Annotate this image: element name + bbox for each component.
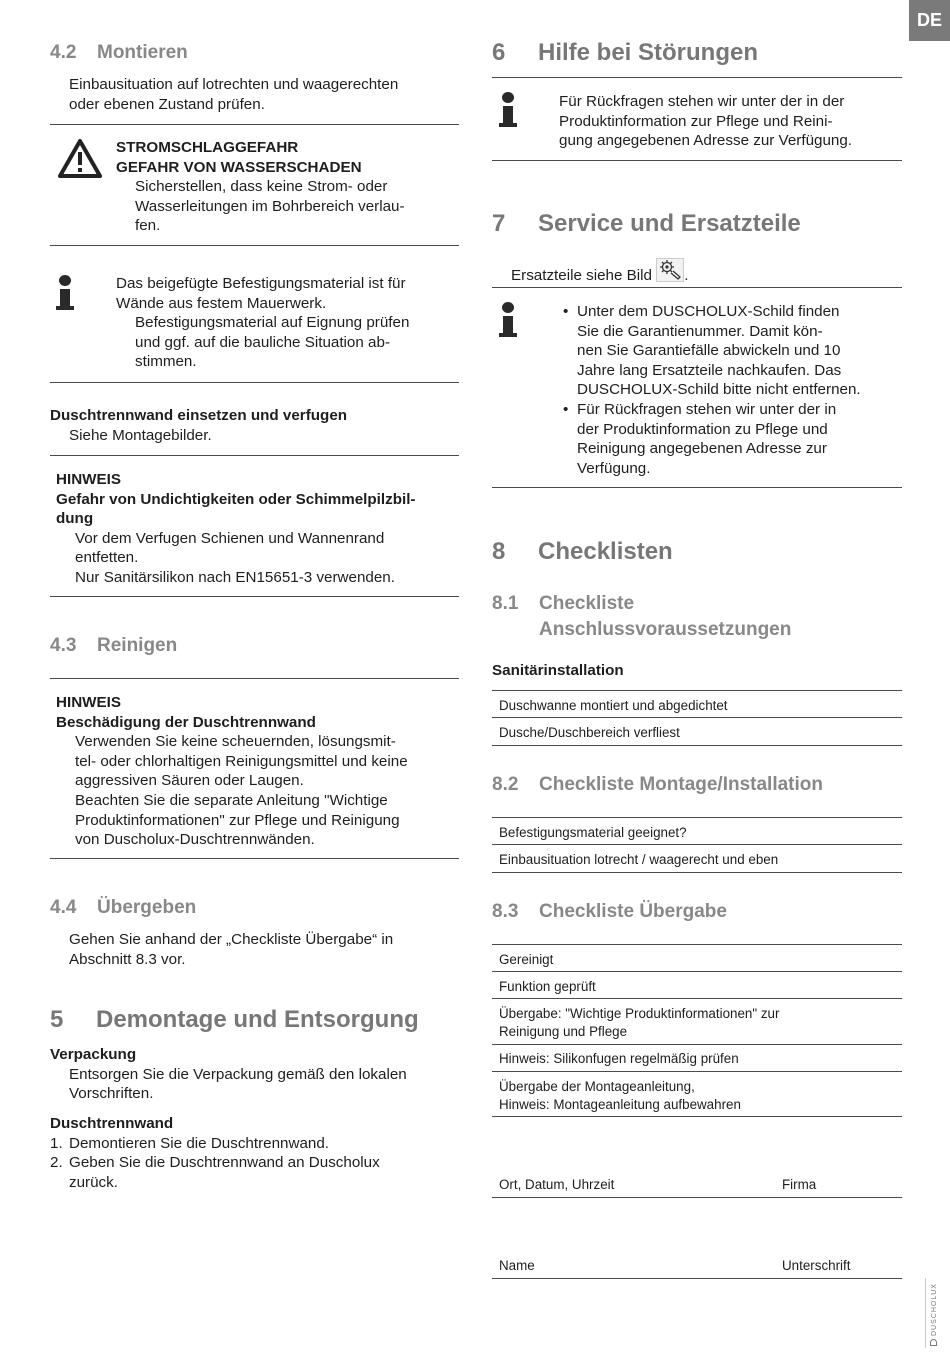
warning-block xyxy=(116,138,459,236)
section-title: Reinigen xyxy=(97,635,178,656)
step-number: 2. xyxy=(50,1154,63,1172)
subsection-einsetzen xyxy=(50,406,459,445)
table-rule xyxy=(492,944,902,945)
info-icon xyxy=(56,275,74,310)
text-line: Verwenden Sie keine scheuernden, lösungsmit- xyxy=(75,733,396,751)
subsection-title: Verpackung xyxy=(50,1046,137,1063)
step-item xyxy=(50,1134,459,1154)
text-line: Übergabe der Montageanleitung, xyxy=(499,1079,695,1094)
section-8-heading xyxy=(492,538,902,566)
brand-divider xyxy=(925,1278,926,1348)
warning-title: STROMSCHLAGGEFAHR xyxy=(116,139,299,156)
table-rule xyxy=(492,817,902,818)
text-line: Wasserleitungen im Bohrbereich verlau- xyxy=(135,197,405,215)
text-line: Sicherstellen, dass keine Strom- oder xyxy=(135,178,388,196)
checklist-row: Hinweis: Silikonfugen regelmäßig prüfen xyxy=(499,1051,739,1066)
hinweis-label: HINWEIS xyxy=(56,694,121,711)
divider xyxy=(492,487,902,488)
hinweis-title: dung xyxy=(56,510,94,528)
section-number: 4.4 xyxy=(50,897,77,918)
table-rule xyxy=(492,690,902,691)
text-line: und ggf. auf die bauliche Situation ab- xyxy=(135,333,390,351)
step-item xyxy=(50,1153,459,1192)
text-line: Befestigungsmaterial auf Eignung prüfen xyxy=(135,314,410,332)
table-rule xyxy=(492,971,902,972)
text-line: von Duscholux-Duschtrennwänden. xyxy=(75,831,315,849)
subsection-text xyxy=(50,1065,459,1104)
text-line: Das beigefügte Befestigungsmaterial ist für xyxy=(116,275,406,292)
signature-line xyxy=(492,1278,902,1279)
section-title: Checkliste Montage/Installation xyxy=(539,774,823,795)
text-line: zurück. xyxy=(69,1173,118,1191)
warning-triangle-icon xyxy=(57,138,103,179)
section-7-text xyxy=(511,258,901,286)
text-line: Entsorgen Sie die Verpackung gemäß den lokalen xyxy=(69,1065,407,1083)
text-line: • Für Rückfragen stehen wir unter der in xyxy=(577,400,837,418)
section-number: 4.3 xyxy=(50,635,77,656)
subsection-title: Sanitärinstallation xyxy=(492,662,624,679)
text-line: Produktinformation zur Pflege und Reini- xyxy=(559,112,833,130)
bullet-item xyxy=(563,302,902,400)
section-4-4-text xyxy=(50,930,478,969)
section-title: Demontage und Entsorgung xyxy=(96,1006,419,1033)
section-title: Übergeben xyxy=(97,897,197,918)
info-block xyxy=(116,274,459,372)
section-4-2-heading xyxy=(50,42,459,64)
bullet-item xyxy=(563,400,902,478)
section-title: Checklisten xyxy=(538,538,673,565)
text-line: Reinigung und Pflege xyxy=(499,1024,628,1039)
section-title: Service und Ersatzteile xyxy=(538,210,801,237)
text-line: Beachten Sie die separate Anleitung "Wichtige xyxy=(75,791,388,809)
divider xyxy=(492,287,902,288)
gear-settings-icon xyxy=(656,258,684,282)
text-line: tel- oder chlorhaltigen Reinigungsmittel und keine xyxy=(75,752,408,770)
hinweis-block xyxy=(56,693,459,850)
divider xyxy=(492,160,902,161)
warning-text xyxy=(116,177,459,236)
checklist-row xyxy=(492,1078,902,1114)
text-line: Abschnitt 8.3 vor. xyxy=(69,950,186,968)
hinweis-text xyxy=(56,732,459,850)
table-rule xyxy=(492,745,902,746)
table-rule xyxy=(492,844,902,845)
divider xyxy=(50,678,459,679)
section-5-heading xyxy=(50,1006,459,1034)
section-4-4-heading xyxy=(50,897,459,919)
text-line: aggressiven Säuren oder Laugen. xyxy=(75,772,304,790)
section-number: 8.3 xyxy=(492,901,519,922)
section-4-2-intro xyxy=(50,75,478,114)
hinweis-label: HINWEIS xyxy=(56,471,121,488)
divider xyxy=(50,455,459,456)
brand-name: DUSCHOLUX xyxy=(931,1283,938,1336)
text-line: Verfügung. xyxy=(577,459,651,477)
text-line: Vorschriften. xyxy=(69,1085,154,1103)
text-line: der Produktinformation zu Pflege und xyxy=(577,420,828,438)
text-line: Sie die Garantienummer. Damit kön- xyxy=(577,322,823,340)
divider xyxy=(50,382,459,383)
text-line: Geben Sie die Duschtrennwand an Duscholux xyxy=(69,1154,380,1172)
table-rule xyxy=(492,1116,902,1117)
table-rule xyxy=(492,717,902,718)
signature-row-1 xyxy=(492,1176,902,1194)
text-line: Für Rückfragen stehen wir unter der in der xyxy=(559,93,845,110)
divider xyxy=(492,77,902,78)
brand-mark-icon xyxy=(930,1339,937,1346)
ort-datum-label: Ort, Datum, Uhrzeit xyxy=(499,1177,615,1192)
text-line: Nur Sanitärsilikon nach EN15651-3 verwenden. xyxy=(75,568,395,586)
hinweis-block xyxy=(56,470,459,588)
divider xyxy=(50,245,459,246)
text-line: gung angegebenen Adresse zur Verfügung. xyxy=(559,132,853,150)
firma-label: Firma xyxy=(782,1177,817,1192)
section-number: 8.2 xyxy=(492,774,519,795)
divider xyxy=(50,858,459,859)
text-line: • Unter dem DUSCHOLUX-Schild finden xyxy=(577,303,840,320)
divider xyxy=(50,124,459,125)
language-tab: DE xyxy=(909,0,950,41)
checklist-row: Dusche/Duschbereich verfliest xyxy=(499,725,680,740)
section-8-1-heading xyxy=(492,591,902,643)
unterschrift-label: Unterschrift xyxy=(782,1258,851,1273)
table-rule xyxy=(492,1071,902,1072)
text-line: DUSCHOLUX-Schild bitte nicht entfernen. xyxy=(577,381,861,399)
section-title: Checkliste xyxy=(539,593,635,614)
section-number: 8.1 xyxy=(492,593,519,614)
section-6-heading xyxy=(492,39,902,67)
table-rule xyxy=(492,1044,902,1045)
text-line: entfetten. xyxy=(75,549,139,567)
text-line: Einbausituation auf lotrechten und waagerechten xyxy=(69,76,399,93)
text-line: Übergabe: "Wichtige Produktinformationen" zur xyxy=(499,1006,780,1021)
info-icon xyxy=(499,302,517,337)
section-5-verpackung xyxy=(50,1045,459,1104)
hinweis-text xyxy=(56,529,459,588)
text-line: Reinigung angegebenen Adresse zur xyxy=(577,440,827,458)
text-line: fen. xyxy=(135,217,161,235)
text-line: Hinweis: Montageanleitung aufbewahren xyxy=(499,1097,741,1112)
text-line: oder ebenen Zustand prüfen. xyxy=(69,95,265,113)
section-number: 7 xyxy=(492,210,506,237)
section-7-heading xyxy=(492,210,902,238)
step-number: 1. xyxy=(50,1134,63,1152)
warning-title: GEFAHR VON WASSERSCHADEN xyxy=(116,158,362,176)
text-line: Wände aus festem Mauerwerk. xyxy=(116,294,327,312)
checklist-row xyxy=(492,1005,902,1041)
text-line: nen Sie Garantiefälle abwickeln und 10 xyxy=(577,342,841,360)
hinweis-title: Gefahr von Undichtigkeiten oder Schimmelpilzbil- xyxy=(56,490,416,508)
signature-row-2 xyxy=(492,1257,902,1275)
section-6-info xyxy=(559,92,902,151)
info-instruction xyxy=(116,313,459,372)
section-5-duschtrennwand xyxy=(50,1114,459,1192)
section-4-3-heading xyxy=(50,635,459,657)
text-punctuation: . xyxy=(684,267,689,284)
divider xyxy=(50,596,459,597)
checklist-row: Befestigungsmaterial geeignet? xyxy=(499,825,687,840)
checklist-row: Einbausituation lotrecht / waagerecht und eben xyxy=(499,852,779,867)
hinweis-title: Beschädigung der Duschtrennwand xyxy=(56,713,316,731)
section-title: Hilfe bei Störungen xyxy=(538,39,759,66)
section-title: Montieren xyxy=(97,42,188,63)
name-label: Name xyxy=(499,1258,535,1273)
text-line: Ersatzteile siehe Bild xyxy=(511,267,652,284)
text-line: Produktinformationen" zur Pflege und Reinigung xyxy=(75,811,400,829)
section-number: 6 xyxy=(492,39,506,66)
section-number: 4.2 xyxy=(50,42,77,63)
section-number: 5 xyxy=(50,1006,64,1033)
section-number: 8 xyxy=(492,538,506,565)
text-line: Demontieren Sie die Duschtrennwand. xyxy=(69,1134,330,1152)
table-rule xyxy=(492,872,902,873)
section-8-2-heading xyxy=(492,774,902,796)
section-8-3-heading xyxy=(492,901,902,923)
info-icon xyxy=(499,92,517,127)
signature-line xyxy=(492,1197,902,1198)
section-title: Anschlussvoraussetzungen xyxy=(539,619,792,640)
section-title: Checkliste Übergabe xyxy=(539,901,727,922)
text-line: Vor dem Verfugen Schienen und Wannenrand xyxy=(75,529,385,547)
text-line: stimmen. xyxy=(135,353,197,371)
brand-logo xyxy=(930,1283,938,1346)
table-rule xyxy=(492,998,902,999)
subsection-title: Duschtrennwand einsetzen und verfugen xyxy=(50,407,348,424)
subsection-text: Siehe Montagebilder. xyxy=(69,426,212,444)
subsection-title: Duschtrennwand xyxy=(50,1115,174,1132)
text-line: Gehen Sie anhand der „Checkliste Übergabe“ in xyxy=(69,931,394,948)
checklist-row: Duschwanne montiert und abgedichtet xyxy=(499,698,728,713)
checklist-row: Funktion geprüft xyxy=(499,979,596,994)
text-line: Jahre lang Ersatzteile nachkaufen. Das xyxy=(577,361,842,379)
section-7-bullets xyxy=(563,302,902,478)
checklist-row: Gereinigt xyxy=(499,952,554,967)
